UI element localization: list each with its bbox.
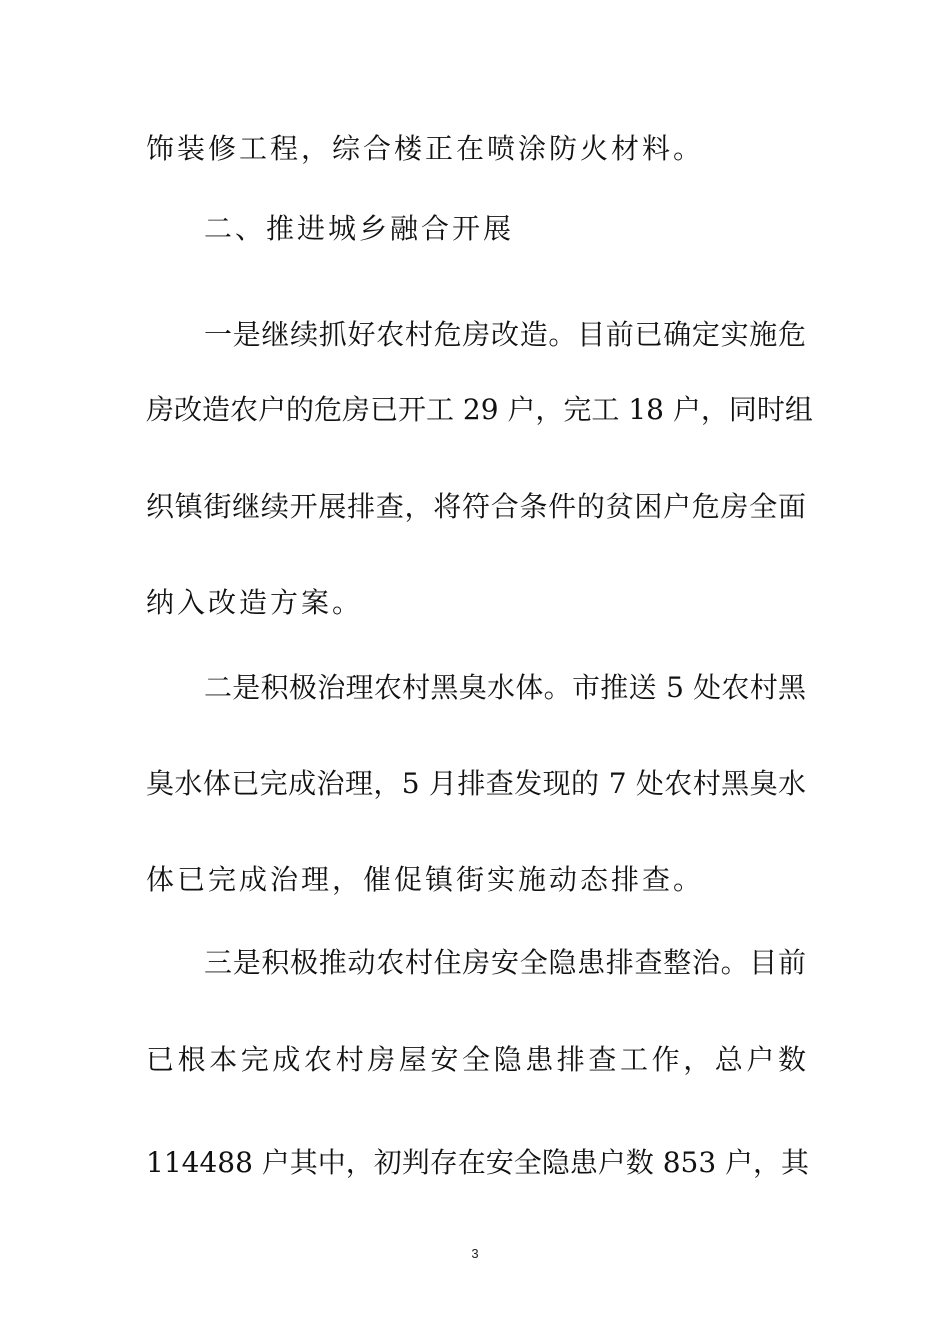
paragraph-line: 房改造农户的危房已开工 29 户，完工 18 户，同时组: [146, 393, 813, 426]
paragraph-line: 114488 户其中，初判存在安全隐患户数 853 户，其: [146, 1146, 810, 1179]
paragraph-line: 已根本完成农村房屋安全隐患排查工作，总户数: [146, 1043, 806, 1076]
paragraph-line: 三是积极推动农村住房安全隐患排查整治。目前: [204, 946, 806, 979]
page-number: 3: [471, 1246, 479, 1261]
paragraph-line: 二是积极治理农村黑臭水体。市推送 5 处农村黑: [204, 671, 806, 704]
paragraph-line: 臭水体已完成治理，5 月排查发现的 7 处农村黑臭水: [146, 767, 806, 800]
paragraph-line: 织镇街继续开展排查，将符合条件的贫困户危房全面: [146, 490, 806, 523]
paragraph-line: 饰装修工程，综合楼正在喷涂防火材料。: [146, 132, 705, 165]
paragraph-line: 体已完成治理，催促镇街实施动态排查。: [146, 863, 705, 896]
section-heading: 二、推进城乡融合开展: [204, 212, 515, 245]
paragraph-line: 一是继续抓好农村危房改造。目前已确定实施危: [204, 318, 806, 351]
paragraph-line: 纳入改造方案。: [146, 586, 364, 619]
